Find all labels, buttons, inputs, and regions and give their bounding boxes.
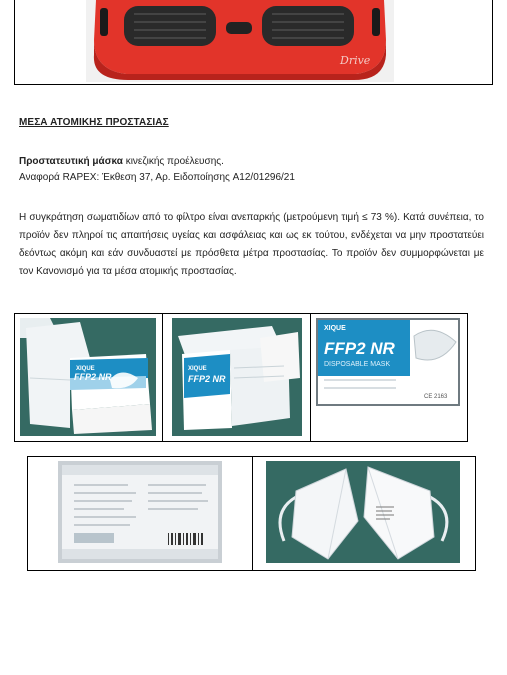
svg-text:DISPOSABLE MASK: DISPOSABLE MASK xyxy=(324,361,391,368)
product-name: Προστατευτική μάσκα xyxy=(19,156,123,167)
svg-text:XIQUE: XIQUE xyxy=(76,366,95,372)
svg-text:FFP2 NR: FFP2 NR xyxy=(324,339,395,358)
sealed-package-photo xyxy=(58,461,222,563)
mask-box-photo-3 xyxy=(316,318,460,406)
mask-box-photo-1 xyxy=(20,318,156,436)
mask-box-photo-2 xyxy=(172,318,302,436)
product-origin: κινεζικής προέλευσης. xyxy=(122,156,224,167)
svg-text:CE 2163: CE 2163 xyxy=(424,394,448,400)
svg-text:Drive: Drive xyxy=(340,54,371,67)
svg-text:XIQUE: XIQUE xyxy=(188,366,207,372)
svg-text:FFP2 NR: FFP2 NR xyxy=(74,372,112,382)
section-heading: ΜΕΣΑ ΑΤΟΜΙΚΗΣ ΠΡΟΣΤΑΣΙΑΣ xyxy=(19,117,169,128)
product-description: Η συγκράτηση σωματιδίων από το φίλτρο είναι ανεπαρκής (μετρούμενη τιμή ≤ 73 %). Κατά συνέπεια, το προϊόν δεν πληροί τις απαιτήσεις υγείας και ασφάλειας και ως εκ τούτου, ενδέχεται να μην προστατεύει δεόντως ακόμη και εάν συνδυαστεί με πρόσθετα μέτρα προστασίας. Το προϊόν δεν συμμορφώνεται με τον Κανονισμό για τα μέσα ατομικής προστασίας. xyxy=(19,212,484,277)
rapex-reference: Αναφορά RAPEX: Έκθεση 37, Αρ. Ειδοποίησης A12/01296/21 xyxy=(19,172,295,183)
svg-text:XIQUE: XIQUE xyxy=(324,325,346,332)
scooter-photo xyxy=(86,0,394,82)
svg-text:FFP2 NR: FFP2 NR xyxy=(188,374,226,384)
masks-unfolded-photo xyxy=(266,461,460,563)
product-info xyxy=(19,154,489,186)
